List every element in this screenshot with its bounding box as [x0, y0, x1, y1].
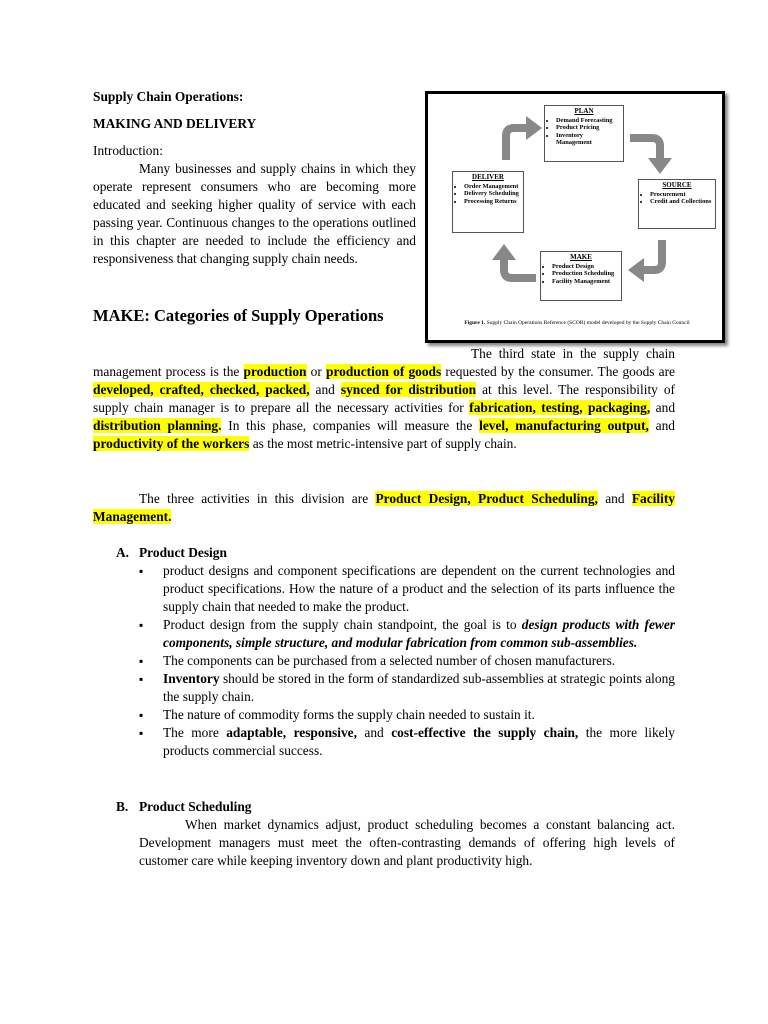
bullet-text: The components can be purchased from a selected number of chosen manufacturers.: [163, 653, 616, 668]
figure-caption-text: Supply Chain Operations Reference (SCOR) model developed by the Supply Chain Council: [486, 320, 690, 326]
make-title: MAKE: [570, 253, 592, 261]
source-title: SOURCE: [662, 181, 692, 189]
highlight-synced: synced for distribution: [340, 382, 477, 397]
bullet-emphasis: Inventory: [163, 671, 220, 686]
section-heading: MAKE: Categories of Supply Operations: [93, 306, 384, 325]
bullet-text: the more likely products commercial success.: [163, 725, 676, 758]
plan-list: [548, 117, 620, 147]
make-paragraph: [93, 345, 675, 453]
source-box: [638, 179, 716, 229]
plan-item: • Inventory Management: [556, 132, 620, 147]
make-item: • Production Scheduling: [552, 270, 618, 278]
source-item: • Procurement: [650, 191, 712, 199]
list-item: [139, 616, 675, 652]
make-text-9: as the most metric-intensive part of supply chain.: [249, 436, 517, 451]
highlight-productivity: productivity of the workers: [93, 436, 250, 451]
make-text-8: and: [648, 418, 675, 433]
plan-item: • Demand Forecasting: [556, 117, 620, 125]
figure-float-spacer: [93, 345, 425, 363]
intro-label: Introduction:: [93, 143, 163, 158]
highlight-fabrication: fabrication, testing, packaging,: [469, 400, 651, 415]
highlight-production-of-goods: production of goods: [326, 364, 442, 379]
deliver-item: • Processing Returns: [464, 198, 520, 206]
highlight-distribution-planning: distribution planning.: [93, 418, 222, 433]
bullet-text: and: [356, 725, 392, 740]
make-box: [540, 251, 622, 301]
highlight-activities: Product Design, Product Scheduling,: [375, 491, 598, 506]
source-list: [642, 191, 712, 206]
doc-subtitle: MAKING AND DELIVERY: [93, 116, 257, 131]
bullet-text: The nature of commodity forms the supply chain needed to sustain it.: [163, 707, 535, 722]
make-text-1: The third state in the supply chain management process is the: [93, 346, 675, 379]
activities-paragraph: [93, 490, 675, 526]
figure-caption: [438, 320, 716, 327]
make-text-3: requested by the consumer. The goods are: [441, 364, 675, 379]
section-b-paragraph: When market dynamics adjust, product scheduling becomes a constant balancing act. Development managers must meet the often-contrasting demands of offering high levels of customer care while keeping inventory down and plant productivity high.: [139, 817, 675, 868]
bullet-text: Product design from the supply chain standpoint, the goal is to: [163, 617, 522, 632]
section-b-label: B.: [116, 799, 129, 814]
deliver-item: • Delivery Scheduling: [464, 190, 520, 198]
list-item: [139, 652, 675, 670]
highlight-facility-management: Facility Management.: [93, 491, 675, 524]
make-text-4: and: [309, 382, 341, 397]
arrow-deliver-to-plan-icon: [498, 114, 544, 162]
deliver-title: DELIVER: [472, 173, 504, 181]
highlight-developed: developed, crafted, checked, packed,: [93, 382, 310, 397]
section-a-bullets: [139, 562, 675, 760]
plan-item: • Product Pricing: [556, 124, 620, 132]
scor-figure: [425, 91, 725, 343]
activities-text-1: The three activities in this division are: [139, 491, 376, 506]
arrow-plan-to-source-icon: [628, 130, 676, 176]
bullet-emphasis: cost-effective the supply chain,: [391, 725, 579, 740]
list-item: [139, 562, 675, 616]
make-text-2: or: [306, 364, 326, 379]
highlight-production: production: [243, 364, 307, 379]
plan-box: [544, 105, 624, 162]
source-item: • Credit and Collections: [650, 198, 712, 206]
highlight-level-output: level, manufacturing output,: [479, 418, 649, 433]
bullet-emphasis: adaptable, responsive,: [226, 725, 357, 740]
figure-caption-label: Figure 1.: [464, 320, 486, 326]
bullet-text: product designs and component specifications are dependent on the current technologies and product specifications. How the nature of a product and the selection of its parts influence the supply chain that needed to make the product.: [163, 563, 675, 614]
arrow-make-to-deliver-icon: [490, 244, 538, 288]
arrow-source-to-make-icon: [626, 238, 672, 282]
plan-title: PLAN: [574, 107, 594, 115]
list-item: [139, 706, 675, 724]
deliver-list: [456, 183, 520, 206]
list-item: [139, 724, 675, 760]
activities-text-2: and: [597, 491, 632, 506]
make-text-5: at this level. The responsibility of supply chain manager is to prepare all the necessary activities for: [93, 382, 675, 415]
deliver-item: • Order Management: [464, 183, 520, 191]
section-b-title: Product Scheduling: [139, 799, 252, 814]
make-text-7: In this phase, companies will measure the: [221, 418, 480, 433]
deliver-box: [452, 171, 524, 233]
make-text-6: and: [650, 400, 676, 415]
bullet-emphasis: design products with fewer components, simple structure, and modular fabrication from common sub-assemblies.: [163, 617, 675, 650]
list-item: [139, 670, 675, 706]
make-item: • Facility Management: [552, 278, 618, 286]
bullet-text: should be stored in the form of standardized sub-assemblies at strategic points along the supply chain.: [163, 671, 675, 704]
section-a-label: A.: [116, 545, 130, 560]
make-list: [544, 263, 618, 286]
make-item: • Product Design: [552, 263, 618, 271]
section-a-title: Product Design: [139, 545, 227, 560]
doc-title: Supply Chain Operations:: [93, 89, 244, 104]
intro-paragraph: Many businesses and supply chains in which they operate represent consumers who are becoming more educated and seeking higher quality of service with each passing year. Continuous changes to the operations outlined in this chapter are needed to include the efficiency and responsiveness that changing supply chain needs.: [93, 161, 416, 266]
bullet-text: The more: [163, 725, 227, 740]
